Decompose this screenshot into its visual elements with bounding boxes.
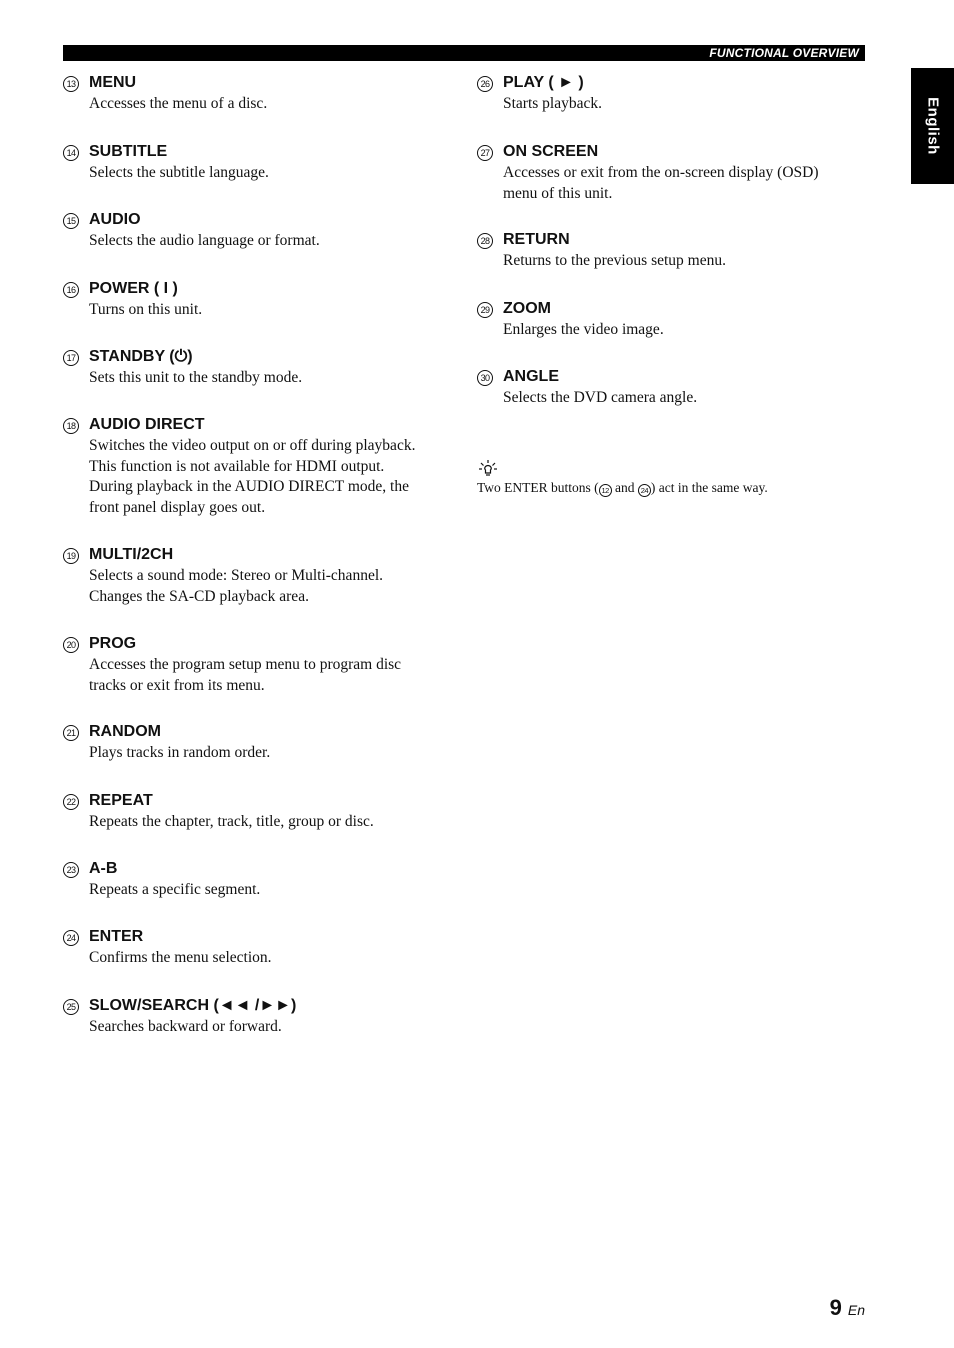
item-number: 27 [477, 145, 493, 161]
language-tab [911, 68, 954, 184]
item-description [503, 251, 863, 272]
item-description [89, 812, 449, 833]
description-line: Turns on this unit. [89, 301, 203, 318]
item-title: ON SCREEN [503, 143, 599, 160]
item-title: AUDIO DIRECT [89, 416, 205, 433]
item-title: PLAY ( ► ) [503, 74, 584, 91]
item-title: RETURN [503, 231, 570, 248]
item-title: A-B [89, 860, 118, 877]
description-line: Changes the SA-CD playback area. [89, 587, 309, 605]
tip-note [477, 479, 768, 497]
item-title: SUBTITLE [89, 143, 168, 160]
description-line: Selects the subtitle language. [89, 164, 269, 181]
item-number: 13 [63, 76, 79, 92]
item-title: ENTER [89, 928, 144, 945]
note-text-c: ) act in the same way. [650, 480, 768, 495]
item-title: POWER ( I ) [89, 280, 178, 297]
item-number: 21 [63, 725, 79, 741]
note-ref-12: 12 [599, 484, 612, 497]
description-line: Repeats the chapter, track, title, group or disc. [89, 813, 374, 830]
description-line: Accesses the menu of a disc. [89, 95, 268, 112]
item-description [89, 368, 449, 389]
description-line: Selects a sound mode: Stereo or Multi-channel. [89, 567, 384, 584]
description-line: Sets this unit to the standby mode. [89, 369, 303, 386]
item-number: 19 [63, 548, 79, 564]
header-bar [63, 45, 865, 61]
description-line: Starts playback. [503, 95, 603, 112]
description-line: menu of this unit. [503, 184, 613, 202]
item-description [89, 743, 449, 764]
item-description [503, 388, 863, 409]
description-line: Enlarges the video image. [503, 321, 664, 338]
item-description [89, 1017, 449, 1038]
item-number: 24 [63, 930, 79, 946]
language-tab-label: English [924, 97, 941, 155]
description-line: This function is not available for HDMI output. [89, 457, 385, 475]
item-number: 23 [63, 862, 79, 878]
item-title: REPEAT [89, 792, 153, 809]
item-number: 16 [63, 282, 79, 298]
page-number [830, 1295, 865, 1321]
note-text-b: and [611, 480, 638, 495]
item-title: ANGLE [503, 368, 559, 385]
item-description [503, 163, 863, 204]
item-title: SLOW/SEARCH (◄◄ /►►) [89, 997, 297, 1014]
section-title: FUNCTIONAL OVERVIEW [709, 46, 859, 60]
item-description [89, 163, 449, 184]
description-line: Searches backward or forward. [89, 1018, 282, 1035]
item-number: 17 [63, 350, 79, 366]
description-line: Returns to the previous setup menu. [503, 252, 726, 269]
page-number-value: 9 [829, 1295, 842, 1320]
item-number: 22 [63, 794, 79, 810]
item-number: 25 [63, 999, 79, 1015]
description-line: Confirms the menu selection. [89, 949, 272, 966]
note-text-a: Two ENTER buttons ( [477, 480, 599, 495]
description-line: front panel display goes out. [89, 498, 266, 516]
item-title: MULTI/2CH [89, 546, 174, 563]
item-number: 18 [63, 418, 79, 434]
item-description [503, 94, 863, 115]
description-line: Plays tracks in random order. [89, 744, 271, 761]
item-title: AUDIO [89, 211, 141, 228]
item-description [89, 566, 449, 607]
item-title: STANDBY (⏻) [89, 348, 193, 365]
item-number: 15 [63, 213, 79, 229]
description-line: Accesses or exit from the on-screen display (OSD) [503, 164, 819, 181]
page-language: En [847, 1302, 865, 1318]
description-line: Switches the video output on or off during playback. [89, 437, 416, 454]
description-line: Selects the audio language or format. [89, 232, 320, 249]
item-description [89, 94, 449, 115]
item-number: 28 [477, 233, 493, 249]
note-ref-24: 24 [638, 484, 651, 497]
item-number: 29 [477, 302, 493, 318]
description-line: Repeats a specific segment. [89, 881, 261, 898]
item-number: 14 [63, 145, 79, 161]
item-number: 26 [477, 76, 493, 92]
item-description [89, 948, 449, 969]
tip-icon [477, 459, 499, 477]
item-description [503, 320, 863, 341]
description-line: Selects the DVD camera angle. [503, 389, 698, 406]
description-line: Accesses the program setup menu to program disc [89, 656, 402, 673]
item-title: ZOOM [503, 300, 551, 317]
item-description [89, 655, 449, 696]
description-line: During playback in the AUDIO DIRECT mode, the [89, 478, 409, 495]
item-description [89, 300, 449, 321]
description-line: tracks or exit from its menu. [89, 676, 265, 694]
item-title: MENU [89, 74, 137, 91]
item-number: 20 [63, 637, 79, 653]
item-description [89, 880, 449, 901]
item-title: PROG [89, 635, 137, 652]
item-description [89, 231, 449, 252]
item-description [89, 436, 449, 518]
item-title: RANDOM [89, 723, 161, 740]
item-number: 30 [477, 370, 493, 386]
